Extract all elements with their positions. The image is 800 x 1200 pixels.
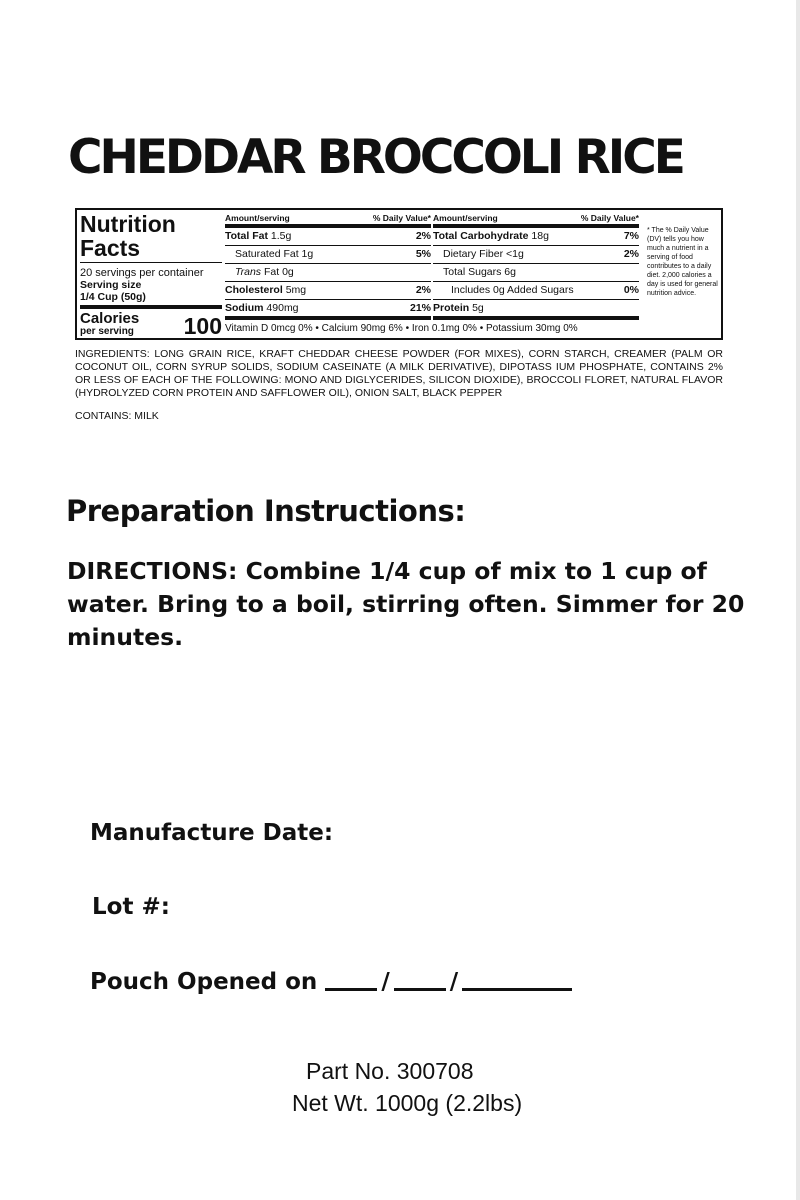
nutrient-value: Fat 0g bbox=[263, 266, 294, 278]
header-dv: % Daily Value* bbox=[580, 213, 639, 223]
year-blank bbox=[462, 964, 572, 991]
date-separator: / bbox=[381, 969, 390, 995]
column-header bbox=[433, 212, 639, 228]
net-weight: Net Wt. 1000g (2.2lbs) bbox=[292, 1090, 523, 1116]
column-header bbox=[225, 212, 431, 228]
vitamins-minerals: Vitamin D 0mcg 0% • Calcium 90mg 6% • Iron 0.1mg 0% • Potassium 30mg 0% bbox=[225, 323, 578, 334]
nutrient-label: Total Fat bbox=[225, 230, 268, 242]
page-edge bbox=[796, 0, 800, 1200]
header-dv: % Daily Value* bbox=[372, 213, 431, 223]
nutrient-label: Saturated Fat 1g bbox=[235, 248, 314, 260]
nutrient-pct: 21% bbox=[409, 302, 431, 314]
nutrient-value: 5mg bbox=[285, 284, 307, 296]
nutrient-label: Total Carbohydrate bbox=[433, 230, 529, 242]
nutrient-row bbox=[225, 246, 431, 264]
nutrient-label: Protein bbox=[433, 302, 470, 314]
date-separator: / bbox=[449, 969, 459, 995]
calories-label: Calories bbox=[80, 310, 140, 327]
pouch-opened-line bbox=[90, 964, 572, 995]
nutrient-pct: 0% bbox=[623, 284, 639, 296]
nutrient-row bbox=[433, 228, 639, 246]
nutrient-row bbox=[433, 246, 639, 264]
nutrient-label: Trans bbox=[235, 266, 262, 278]
nutrient-label: Total Sugars 6g bbox=[443, 266, 516, 278]
ingredients-text: INGREDIENTS: LONG GRAIN RICE, KRAFT CHEDDAR CHEESE POWDER (FOR MIXES), CORN STARCH, CREAMER (PALM OR COCONUT OIL, CORN SYRUP SOLIDS, SODIUM CASEINATE (A MILK DERIVATIVE), DIPOTASS IUM PHOSPHATE, CONTAINS 2% OR LESS OF EACH OF THE FOLLOWING: MONO AND DIGLYCERIDES, SILICON DIOXIDE), BROCCOLI FLORET, NATURAL FLAVOR (HYDROLYZED CORN PROTEIN AND SAFFLOWER OIL), ONION SALT, BLACK PEPPER bbox=[75, 348, 723, 399]
calories-block bbox=[80, 311, 222, 339]
nutrient-label: Cholesterol bbox=[225, 284, 283, 296]
lot-number-label: Lot #: bbox=[92, 894, 170, 920]
nutrient-row bbox=[225, 264, 431, 282]
divider bbox=[80, 262, 222, 263]
nutrient-row bbox=[433, 300, 639, 320]
nutrient-column-a bbox=[225, 212, 431, 320]
nutrient-row bbox=[433, 282, 639, 300]
nutrient-label: Includes 0g Added Sugars bbox=[451, 284, 574, 296]
daily-value-footnote: * The % Daily Value (DV) tells you how much a nutrient in a serving of food contributes to a daily diet. 2,000 calories a day is used for general nutrition advice. bbox=[647, 227, 718, 297]
nutrient-value: 5g bbox=[472, 302, 484, 314]
directions-text: DIRECTIONS: Combine 1/4 cup of mix to 1 cup of water. Bring to a boil, stirring often. Simmer for 20 minutes. bbox=[67, 557, 745, 651]
nutrient-label: Dietary Fiber <1g bbox=[443, 248, 524, 260]
part-number: Part No. 300708 bbox=[306, 1058, 474, 1084]
divider-thick bbox=[80, 305, 222, 309]
nutrition-heading-line2: Facts bbox=[80, 235, 141, 261]
nutrient-row bbox=[225, 282, 431, 300]
serving-size-value: 1/4 Cup (50g) bbox=[80, 291, 146, 303]
nutrient-row bbox=[433, 264, 639, 282]
nutrition-summary bbox=[80, 212, 222, 339]
nutrient-value: 490mg bbox=[266, 302, 299, 314]
month-blank bbox=[325, 964, 377, 991]
header-amount: Amount/serving bbox=[225, 213, 290, 223]
product-title: CHEDDAR BROCCOLI RICE bbox=[68, 130, 683, 185]
nutrition-facts-panel bbox=[75, 208, 723, 340]
nutrient-pct: 2% bbox=[415, 230, 431, 242]
nutrient-label: Sodium bbox=[225, 302, 264, 314]
allergen-statement: CONTAINS: MILK bbox=[75, 410, 159, 422]
nutrient-pct: 2% bbox=[415, 284, 431, 296]
serving-size-label: Serving size bbox=[80, 279, 142, 291]
nutrient-value: 18g bbox=[531, 230, 549, 242]
nutrient-pct: 2% bbox=[623, 248, 639, 260]
preparation-heading: Preparation Instructions: bbox=[66, 494, 466, 528]
calories-sub: per serving bbox=[80, 326, 134, 337]
day-blank bbox=[394, 964, 446, 991]
nutrient-pct: 7% bbox=[623, 230, 639, 242]
pouch-opened-label: Pouch Opened on bbox=[90, 969, 318, 995]
nutrient-pct: 5% bbox=[415, 248, 431, 260]
nutrition-heading bbox=[80, 212, 222, 260]
nutrient-row bbox=[225, 300, 431, 320]
nutrient-value: 1.5g bbox=[270, 230, 292, 242]
calories-value: 100 bbox=[183, 313, 222, 339]
servings-per-container: 20 servings per container bbox=[80, 267, 204, 279]
nutrient-row bbox=[225, 228, 431, 246]
manufacture-date-label: Manufacture Date: bbox=[90, 820, 334, 846]
header-amount: Amount/serving bbox=[433, 213, 498, 223]
nutrient-column-b bbox=[433, 212, 639, 320]
nutrition-heading-line1: Nutrition bbox=[80, 211, 176, 237]
